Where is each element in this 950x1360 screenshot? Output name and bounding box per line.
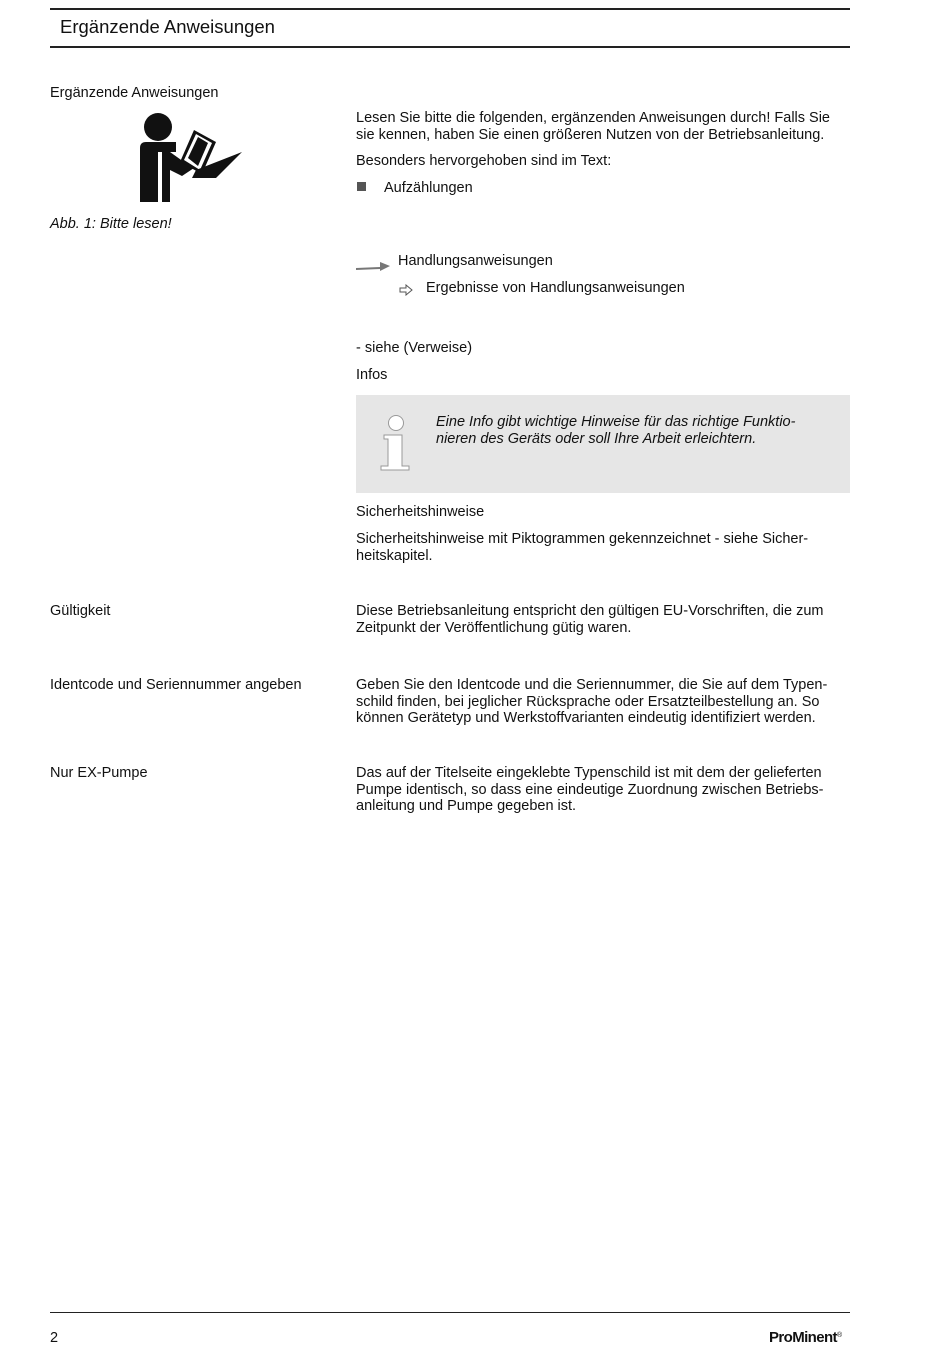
result-arrow-icon [399,284,413,296]
identcode-text [356,677,850,727]
info-text [436,414,836,447]
safety-text [356,531,850,564]
intro-heading: Ergänzende Anweisungen [50,85,219,101]
highlight-intro: Besonders hervorgehoben sind im Text: [356,153,612,169]
figure-caption: Abb. 1: Bitte lesen! [50,216,172,232]
ex-pump-heading: Nur EX-Pumpe [50,765,148,781]
safety-text-line: heitskapitel. [356,547,433,564]
bullet-square-icon [357,182,366,191]
footer-rule [50,1312,850,1313]
identcode-text-line: schild finden, bei jeglicher Rücksprache oder Ersatzteilbestellung an. So [356,693,820,710]
identcode-heading: Identcode und Seriennummer angeben [50,677,302,693]
page-number: 2 [50,1330,59,1346]
intro-paragraph [356,110,850,143]
validity-heading: Gültigkeit [50,603,111,619]
ex-pump-text-line: Pumpe identisch, so dass eine eindeutige Zuordnung zwischen Betriebs- [356,781,824,798]
bullet-item: Aufzählungen [384,180,473,196]
registered-mark: ® [836,1332,842,1339]
intro-paragraph-line: Lesen Sie bitte die folgenden, ergänzenden Anweisungen durch! Falls Sie [356,110,830,126]
header-bottom-rule [50,46,850,48]
intro-paragraph-line: sie kennen, haben Sie einen größeren Nutzen von der Betriebsanleitung. [356,126,825,143]
identcode-text-line: können Gerätetyp und Werkstoffvarianten eindeutig identifiziert werden. [356,710,816,726]
info-text-line: nieren des Geräts oder soll Ihre Arbeit erleichtern. [436,430,757,447]
instruction-item: Handlungsanweisungen [398,253,553,269]
page-header-title: Ergänzende Anweisungen [60,16,275,37]
validity-text [356,603,850,636]
person-reading-icon [136,112,244,204]
safety-heading: Sicherheitshinweise [356,504,485,520]
result-item: Ergebnisse von Handlungsanweisungen [426,280,685,296]
header-top-rule [50,8,850,10]
instruction-arrow-icon [356,258,392,272]
ex-pump-text [356,765,850,815]
identcode-text-line: Geben Sie den Identcode und die Seriennummer, die Sie auf dem Typen- [356,677,828,693]
ex-pump-text-line: Das auf der Titelseite eingeklebte Typenschild ist mit dem der gelieferten [356,765,822,781]
info-text-line: Eine Info gibt wichtige Hinweise für das richtige Funktio- [436,414,796,430]
info-icon [378,414,412,472]
reference-text: - siehe (Verweise) [356,340,473,356]
infos-heading: Infos [356,367,388,383]
ex-pump-text-line: anleitung und Pumpe gegeben ist. [356,798,577,814]
validity-text-line: Zeitpunkt der Veröffentlichung gütig waren. [356,619,632,636]
safety-text-line: Sicherheitshinweise mit Piktogrammen gekennzeichnet - siehe Sicher- [356,531,809,547]
prominent-logo [769,1330,842,1347]
logo-text: ProMinent [769,1329,837,1346]
validity-text-line: Diese Betriebsanleitung entspricht den gültigen EU-Vorschriften, die zum [356,603,824,619]
